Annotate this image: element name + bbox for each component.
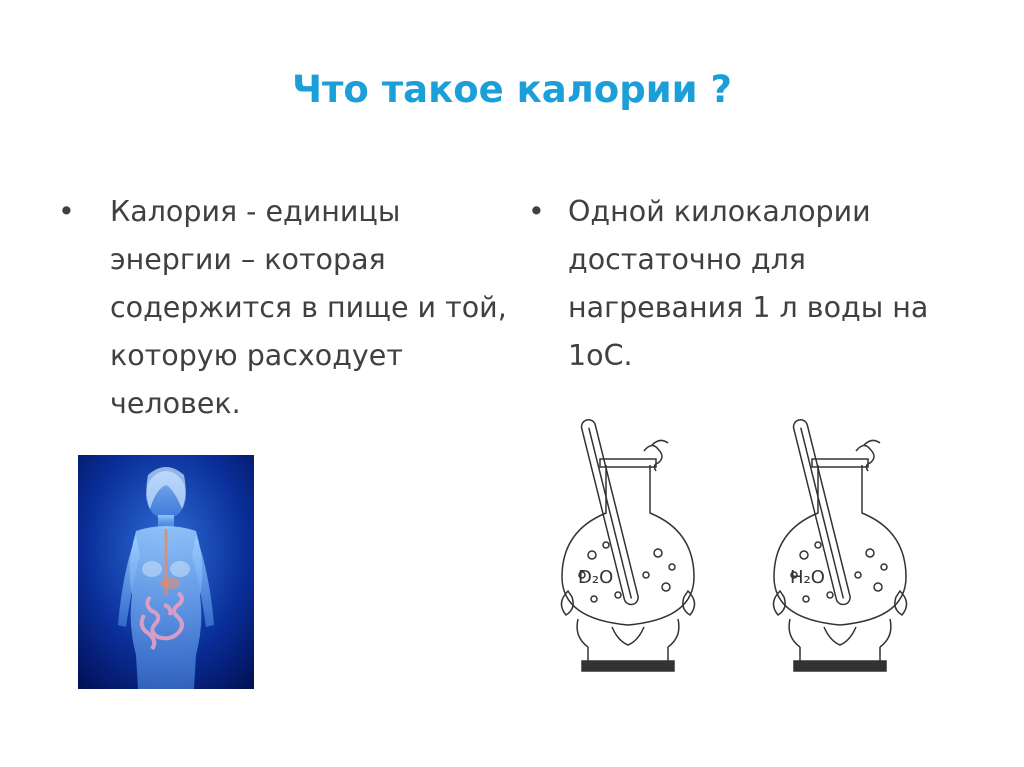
flask-d2o-image	[548, 405, 708, 685]
flask-label-d2o: D₂O	[578, 567, 614, 588]
bullet-text-left: Калория - единицы энергии – которая содержится в пище и той, которую расходует человек.	[110, 195, 507, 420]
flask-label-h2o: H₂O	[790, 567, 825, 588]
flask-h2o-image	[760, 405, 920, 685]
bullet-marker-right: •	[528, 195, 545, 228]
slide-title: Что такое калории ?	[292, 68, 732, 111]
bullet-marker-left: •	[58, 195, 75, 228]
human-body-image	[78, 455, 254, 689]
bullet-text-right: Одной килокалории достаточно для нагревания 1 л воды на 1оС.	[568, 195, 929, 372]
